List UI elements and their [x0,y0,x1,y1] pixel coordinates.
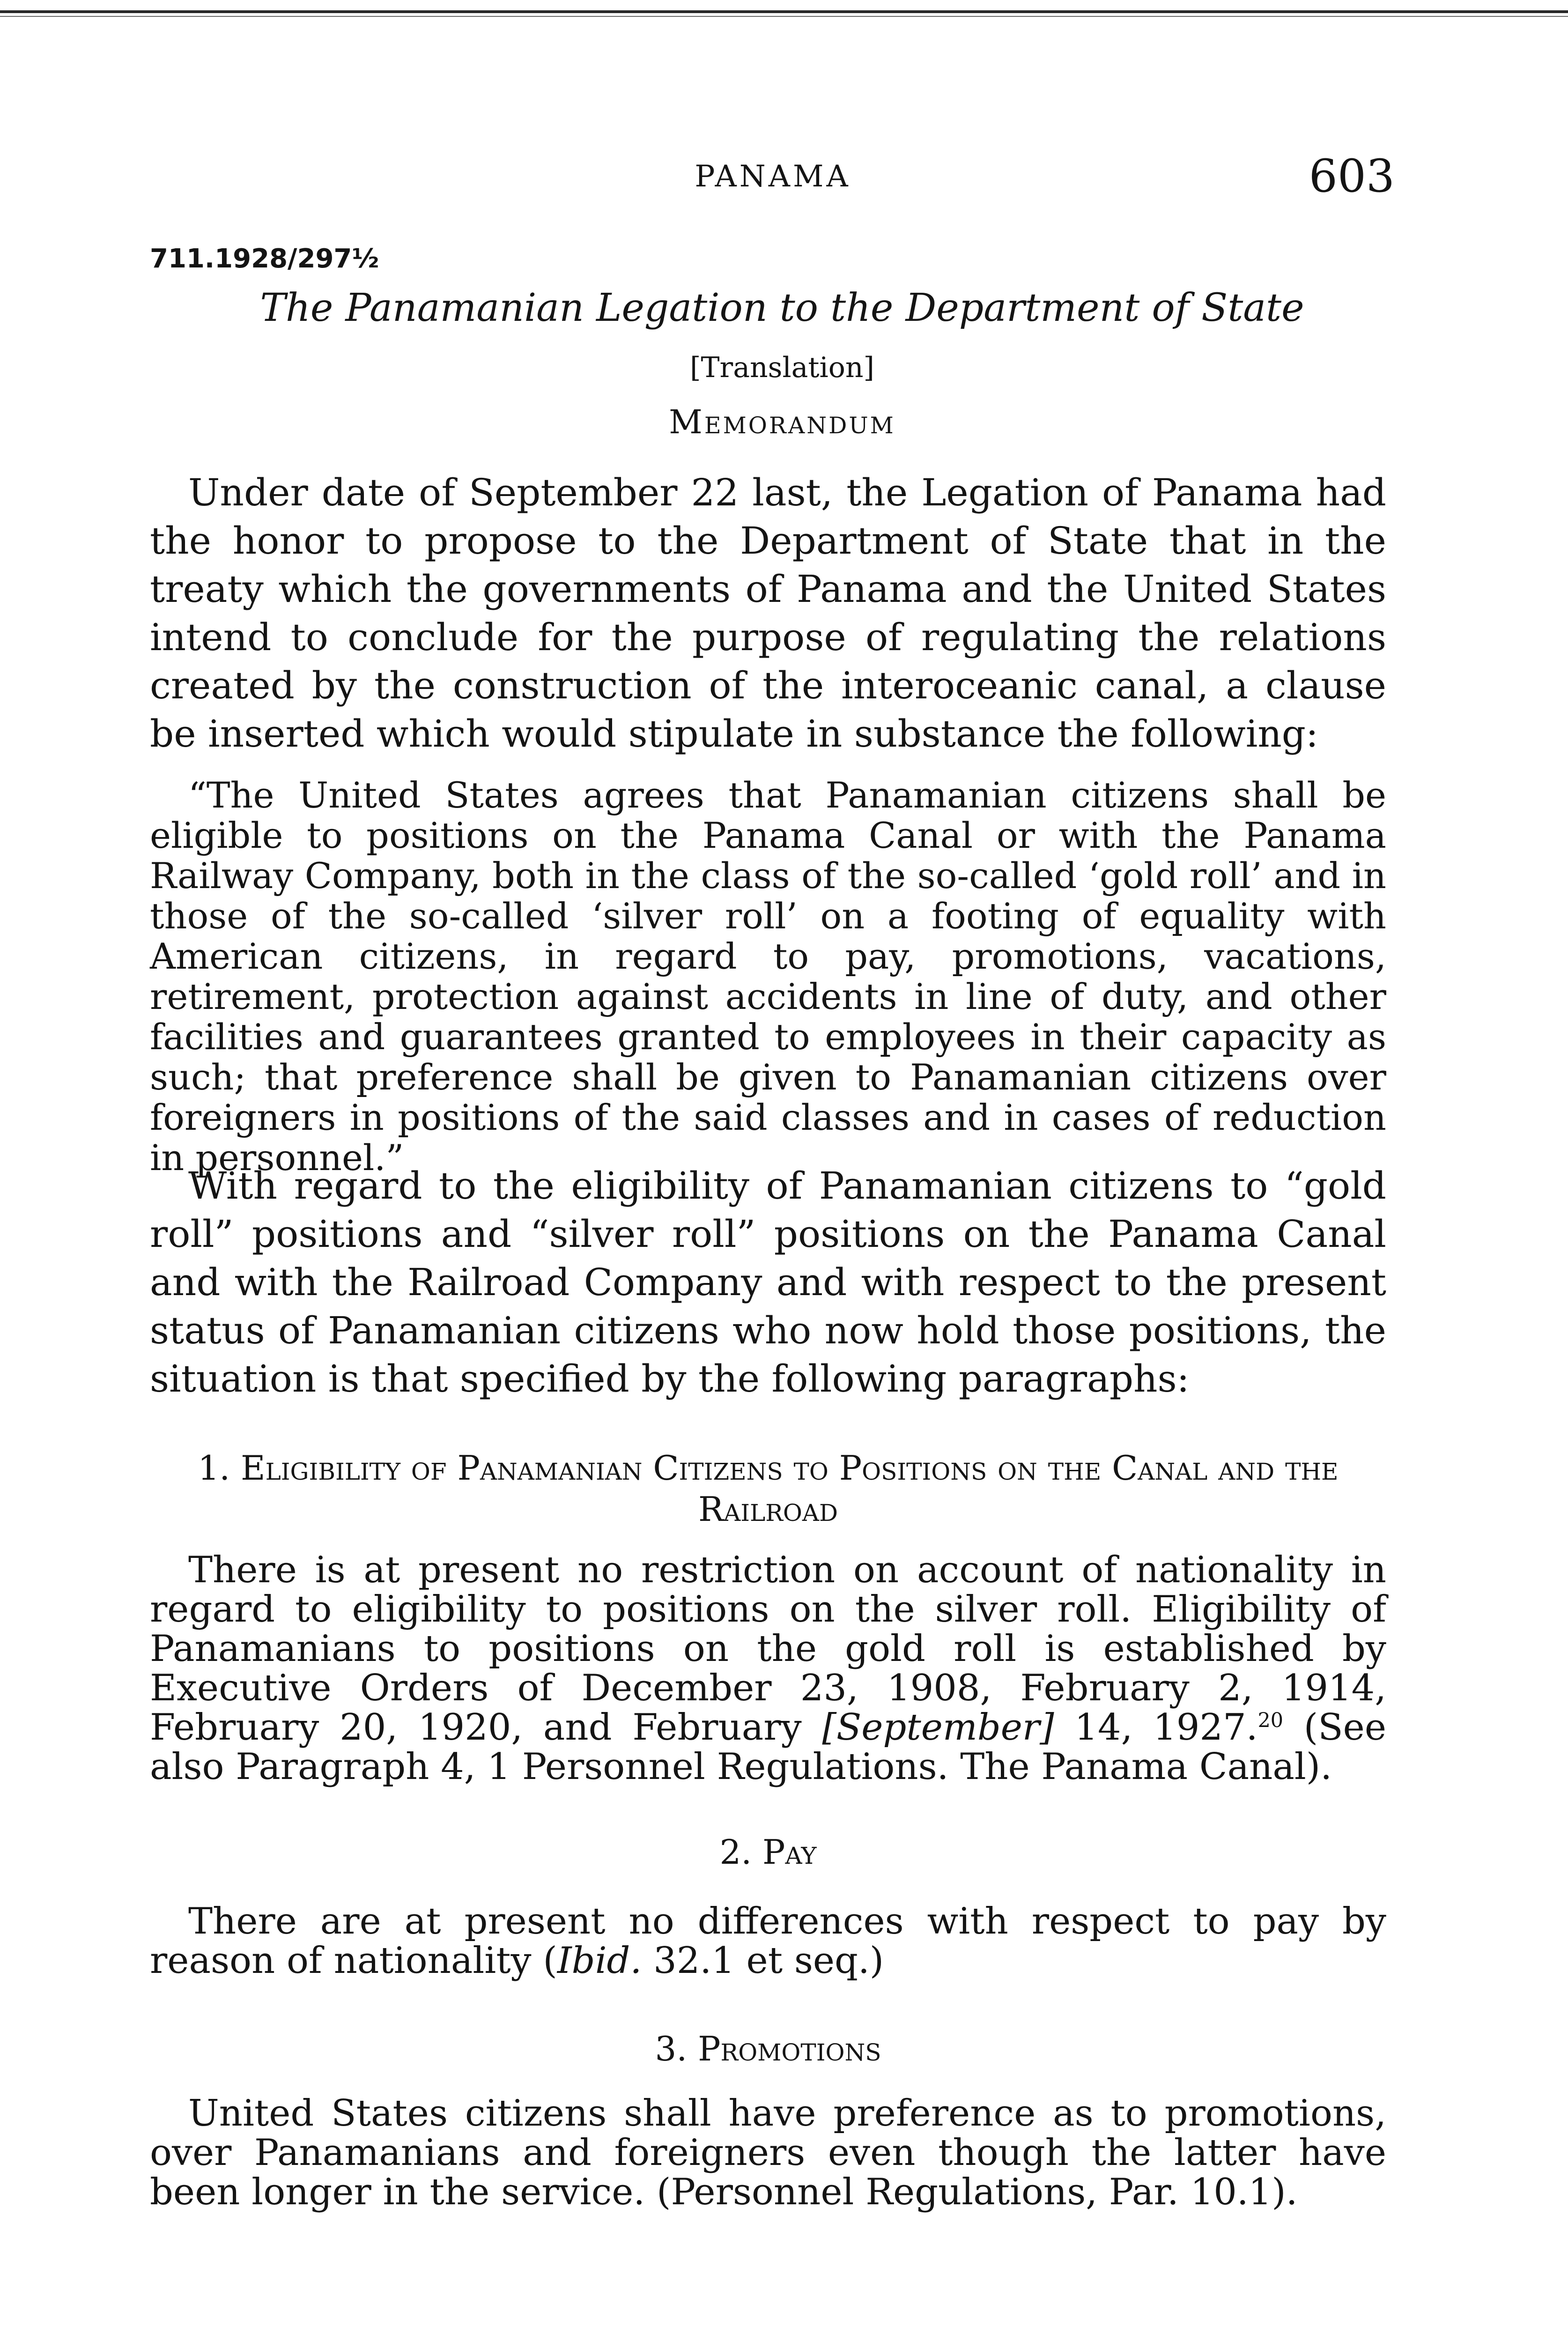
file-code: 711.1928/297½ [150,244,379,274]
section-3-heading: 3. Promotions [655,2029,881,2068]
paragraph-regard: With regard to the eligibility of Panamanian citizens to “gold roll” positions and “silver roll” positions on the Panama Canal and with the Railroad Company and with respect to the present status of Panamanian citizens who now hold those positions, the situation is that specified by the following paragraphs: [150,1164,1386,1401]
section-1-text-c: (See also Paragraph 4, 1 Personnel Regulations. The Panama Canal). [150,1706,1386,1788]
section-2-heading: 2. Pay [719,1832,817,1872]
page-number: 603 [1309,150,1395,202]
section-3-text: United States citizens shall have preference as to promotions, over Panamanians and foreigners even though the latter have been longer in the service. (Personnel Regulations, Par. 10.1). [150,2092,1386,2213]
translation-note: [Translation] [690,351,874,384]
section-2-text [150,1902,1386,1980]
running-head: PANAMA [695,159,851,194]
top-border-rule [0,10,1568,13]
top-border-rule-thin [0,16,1568,17]
memorandum-heading: Memorandum [669,403,895,441]
section-1-text-a: There is at present no restriction on account of nationality in regard to eligibility to positions on the silver roll. Eligibility of Panamanians to positions on the gold roll is established by Executive Orders of December 23, 1908, February 2, 1914, February 20, 1920, and February [150,1549,1386,1749]
section-1-text-b: 14, 1927. [1054,1706,1258,1749]
quoted-clause: “The United States agrees that Panamanian citizens shall be eligible to positions on the Panama Canal or with the Panama Railway Company, both in the class of the so-called ‘gold roll’ and in those of the so-called ‘silver roll’ on a footing of equality with American citizens, in regard to pay, promotions, vacations, retirement, protection against accidents in line of duty, and other facilities and guarantees granted to employees in their capacity as such; that preference shall be given to Panamanian citizens over foreigners in positions of the said classes and in cases of reduction in personnel.” [150,774,1386,1178]
section-2-text-italic: Ibid. [557,1940,642,1982]
section-1-text [150,1550,1386,1786]
section-1-text-italic: [September] [822,1706,1054,1749]
section-2-text-a: There are at present no differences with respect to pay by reason of nationality ( [150,1900,1386,1982]
section-1-heading: 1. Eligibility of Panamanian Citizens to Positions on the Canal and the Railroad [198,1448,1339,1529]
document-title: The Panamanian Legation to the Department of State [260,286,1304,330]
paragraph-intro: Under date of September 22 last, the Legation of Panama had the honor to propose to the Department of State that in the treaty which the governments of Panama and the United States intend to conclude for the purpose of regulating the relations created by the construction of the interoceanic canal, a clause be inserted which would stipulate in substance the following: [150,471,1386,756]
footnote-ref-20[interactable]: 20 [1257,1709,1284,1732]
section-2-text-b: 32.1 et seq.) [642,1940,884,1982]
